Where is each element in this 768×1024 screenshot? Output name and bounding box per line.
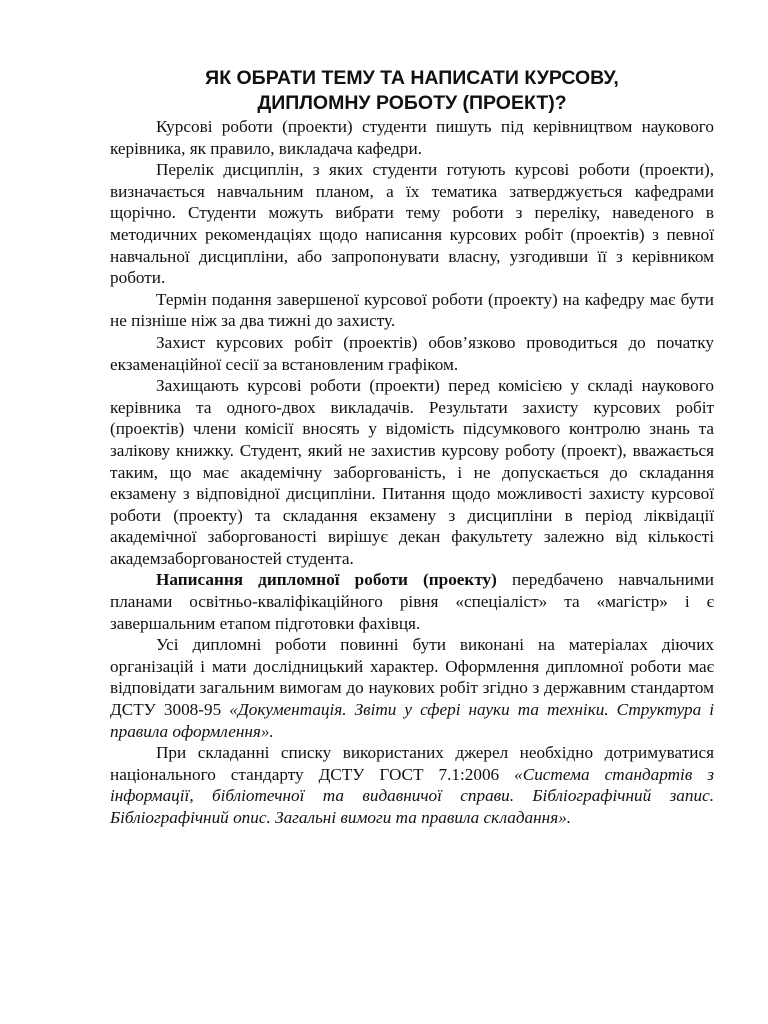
paragraph-submission-deadline: Термін подання завершеної курсової роботи (проекту) на кафедру має бути не пізніше ніж за два тижні до захисту. bbox=[110, 289, 714, 331]
paragraph-diploma-requirements bbox=[110, 634, 714, 742]
title-line-2: ДИПЛОМНУ РОБОТУ (ПРОЕКТ)? bbox=[257, 92, 567, 114]
paragraph-coursework-supervision: Курсові роботи (проекти) студенти пишуть під керівництвом наукового керівника, як правило, викладача кафедри. bbox=[110, 117, 714, 158]
title-line-1: ЯК ОБРАТИ ТЕМУ ТА НАПИСАТИ КУРСОВУ, bbox=[205, 67, 619, 89]
document-page bbox=[110, 66, 714, 829]
paragraph-defense-schedule: Захист курсових робіт (проектів) обов’язково проводиться до початку екзаменаційної сесії за встановленим графіком. bbox=[110, 332, 714, 374]
document-title bbox=[110, 66, 714, 116]
standard-dstu-title: «Документація. Звіти у сфері науки та техніки. Структура і правила оформлення». bbox=[110, 700, 714, 741]
bibliography-text: При складанні списку використаних джерел необхідно дотримуватися національного стандарту ДСТУ ГОСТ 7.1:2006 bbox=[110, 743, 714, 784]
diploma-work-heading: Написання дипломної роботи (проекту) bbox=[156, 570, 497, 590]
diploma-work-text: передбачено навчальними планами освітньо-кваліфікаційного рівня «спеціаліст» та «магістр» і є завершальним етапом підготовки фахівця. bbox=[110, 570, 715, 633]
standard-gost-title: «Система стандартів з інформації, бібліотечної та видавничої справи. Бібліографічний запис. Бібліографічний опис. Загальні вимоги та правила складання». bbox=[110, 764, 714, 827]
paragraph-defense-commission: Захищають курсові роботи (проекти) перед комісією у складі наукового керівника та одного-двох викладачів. Результати захисту курсових робіт (проектів) члени комісії вносять у відомість підсумкового контролю знань та залікову книжку. Студент, який не захистив курсову роботу (проект), вважається таким, що має академічну заборгованість, і не допускається до складання екзамену з відповідної дисципліни. Питання щодо можливості захисту курсової роботи (проекту) та складання екзамену з дисципліни в період ліквідації академічної заборгованості вирішує декан факультету залежно від кількості академзаборгованостей студента. bbox=[110, 376, 714, 568]
paragraph-discipline-list: Перелік дисциплін, з яких студенти готують курсові роботи (проекти), визначається навчальним планом, а їх тематика затверджується кафедрами щорічно. Студенти можуть вибрати тему роботи з переліку, наведеного в методичних рекомендаціях щодо написання курсових робіт (проектів) з певної навчальної дисципліни, або запропонувати власну, узгодивши її з керівником роботи. bbox=[110, 160, 714, 288]
paragraph-bibliography bbox=[110, 742, 714, 828]
diploma-requirements-text: Усі дипломні роботи повинні бути виконані на матеріалах діючих організацій і мати дослідницький характер. Оформлення дипломної роботи має відповідати загальним вимогам до наукових робіт згідно з державним стандартом ДСТУ 3008-95 bbox=[110, 635, 714, 720]
paragraph-diploma-work bbox=[110, 569, 714, 634]
